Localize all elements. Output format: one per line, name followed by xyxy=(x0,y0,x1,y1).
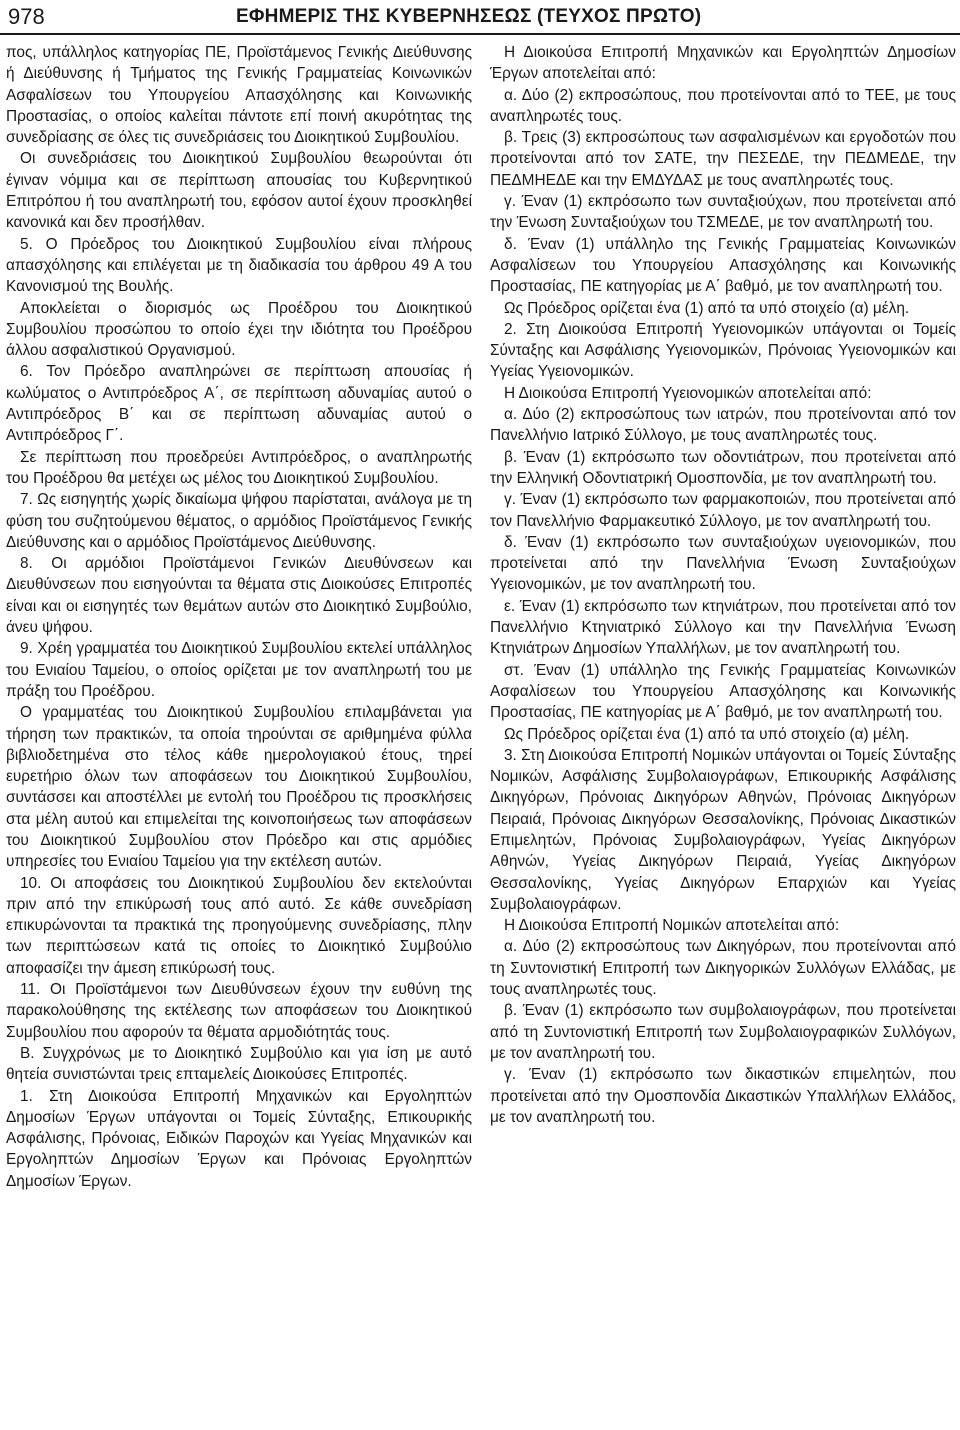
paragraph: β. Έναν (1) εκπρόσωπο των οδοντιάτρων, που προτείνεται από την Ελληνική Οδοντιατρική Ομοσπονδία, με τον αναπληρωτή του. xyxy=(490,448,956,487)
paragraph: 10. Οι αποφάσεις του Διοικητικού Συμβουλίου δεν εκτελούνται πριν από την επικύρωσή τους από αυτό. Σε κάθε συνεδρίαση επικυρώνονται τα πρακτικά της προηγούμενης συνεδρίασης, πλην των περιπτώσεων κατά τις οποίες το Διοικητικό Συμβούλιο αποφασίζει την άμεση επικύρωσή τους. xyxy=(6,874,472,977)
paragraph: 1. Στη Διοικούσα Επιτροπή Μηχανικών και Εργοληπτών Δημοσίων Έργων υπάγονται οι Τομείς Σύνταξης, Επικουρικής Ασφάλισης, Πρόνοιας, Ειδικών Παροχών και Υγείας Μηχανικών και Εργοληπτών Δημοσίων Έργων και Πρόνοιας Εργοληπτών Δημοσίων Έργων. xyxy=(6,1087,472,1190)
paragraph: Β. Συγχρόνως με το Διοικητικό Συμβούλιο και για ίση με αυτό θητεία συνιστώνται τρεις επταμελείς Διοικούσες Επιτροπές. xyxy=(6,1044,472,1084)
paragraph: 2. Στη Διοικούσα Επιτροπή Υγειονομικών υπάγονται οι Τομείς Σύνταξης και Ασφάλισης Υγειονομικών, Πρόνοιας Υγειονομικών και Υγείας Υγειονομικών. xyxy=(490,320,956,381)
paragraph: Σε περίπτωση που προεδρεύει Αντιπρόεδρος, ο αναπληρωτής του Προέδρου θα μετέχει ως μέλος του Διοικητικού Συμβουλίου. xyxy=(6,448,472,487)
paragraph: α. Δύο (2) εκπροσώπους των ιατρών, που προτείνονται από τον Πανελλήνιο Ιατρικό Σύλλογο, με τους αναπληρωτές τους. xyxy=(490,406,956,445)
paragraph: Ως Πρόεδρος ορίζεται ένα (1) από τα υπό στοιχείο (α) μέλη. xyxy=(504,725,910,743)
paragraph: γ. Έναν (1) εκπρόσωπο των φαρμακοποιών, που προτείνεται από τον Πανελλήνιο Φαρμακευτικό Σύλλογο, με τον αναπληρωτή του. xyxy=(490,491,956,530)
paragraph: Ο γραμματέας του Διοικητικού Συμβουλίου επιλαμβάνεται για τήρηση των πρακτικών, τα οποία τηρούνται σε αριθμημένα φύλλα βιβλιοδετημένα στο τέλος κάθε ημερολογιακού έτους, τηρεί ευρετήριο όλων των αποφάσεων του Διοικητικού Συμβουλίου, συντάσσει και αποστέλλει με εντολή του Προέδρου τις προσκλήσεις στα μέλη αυτού και επιμελείται της κοινοποιήσεως των αποφάσεων του Διοικητικού Συμβουλίου στον Πρόεδρο και στις αρμόδιες υπηρεσίες του Ενιαίου Ταμείου για την εκτέλεση αυτών. xyxy=(6,704,472,871)
paragraph: 6. Τον Πρόεδρο αναπληρώνει σε περίπτωση απουσίας ή κωλύματος ο Αντιπρόεδρος Α΄, σε περίπτωση αδυναμίας αυτού ο Αντιπρόεδρος Β΄ και σε περίπτωση αδυναμίας αυτού ο Αντιπρόεδρος Γ΄. xyxy=(6,363,472,445)
paragraph: Η Διοικούσα Επιτροπή Νομικών αποτελείται από: xyxy=(504,917,840,935)
paragraph: Ως Πρόεδρος ορίζεται ένα (1) από τα υπό στοιχείο (α) μέλη. xyxy=(504,299,910,317)
paragraph: γ. Έναν (1) εκπρόσωπο των δικαστικών επιμελητών, που προτείνεται από την Ομοσπονδία Δικαστικών Υπαλλήλων Ελλάδος, με τον αναπληρωτή του. xyxy=(490,1066,956,1126)
paragraph: β. Τρεις (3) εκπροσώπους των ασφαλισμένων και εργοδοτών που προτείνονται από τον ΣΑΤΕ, την ΠΕΣΕΔΕ, την ΠΕΔΜΕΔΕ, την ΠΕΔΜΗΕΔΕ και την ΕΜΔΥΔΑΣ με τους αναπληρωτές τους. xyxy=(490,129,956,189)
journal-title: ΕΦΗΜΕΡΙΣ ΤΗΣ ΚΥΒΕΡΝΗΣΕΩΣ (ΤΕΥΧΟΣ ΠΡΩΤΟ) xyxy=(236,6,702,27)
paragraph: πος, υπάλληλος κατηγορίας ΠΕ, Προϊστάμενος Γενικής Διεύθυνσης ή Διεύθυνσης ή Τμήματος της Γενικής Γραμματείας Κοινωνικών Ασφαλίσεων του Υπουργείου Απασχόλησης και Κοινωνικής Προστασίας, ο οποίος καλείται πάντοτε επί ποινή ακυρότητας της συνεδρίασης σε όλες τις συνεδριάσεις του Διοικητικού Συμβουλίου. xyxy=(6,44,472,147)
paragraph: 9. Χρέη γραμματέα του Διοικητικού Συμβουλίου εκτελεί υπάλληλος του Ενιαίου Ταμείου, ο οποίος ορίζεται με τον αναπληρωτή του με πράξη του Προέδρου. xyxy=(6,640,472,700)
paragraph: 7. Ως εισηγητής χωρίς δικαίωμα ψήφου παρίσταται, ανάλογα με τη φύση του συζητούμενου θέματος, ο αρμόδιος Προϊστάμενος Γενικής Διεύθυνσης και ο αρμόδιος Προϊστάμενος Διεύθυνσης. xyxy=(6,491,472,551)
paragraph: Οι συνεδριάσεις του Διοικητικού Συμβουλίου θεωρούνται ότι έγιναν νόμιμα και σε περίπτωση απουσίας του Κυβερνητικού Επιτρόπου ή του αναπληρωτή του, εφόσον αυτοί έχουν προσκληθεί κανονικά και δεν προσήλθαν. xyxy=(6,150,472,232)
paragraph: Η Διοικούσα Επιτροπή Μηχανικών και Εργοληπτών Δημοσίων Έργων αποτελείται από: xyxy=(490,44,956,83)
paragraph: 11. Οι Προϊστάμενοι των Διευθύνσεων έχουν την ευθύνη της παρακολούθησης της εκτέλεσης των αποφάσεων του Διοικητικού Συμβουλίου που αφορούν τα θέματα αρμοδιότητάς τους. xyxy=(6,981,472,1041)
paragraph: Η Διοικούσα Επιτροπή Υγειονομικών αποτελείται από: xyxy=(504,384,872,402)
paragraph: δ. Έναν (1) εκπρόσωπο των συνταξιούχων υγειονομικών, που προτείνεται από την Πανελλήνια Ένωση Συνταξιούχων Υγειονομικών, με τον αναπληρωτή του. xyxy=(490,533,956,594)
paragraph: στ. Έναν (1) υπάλληλο της Γενικής Γραμματείας Κοινωνικών Ασφαλίσεων του Υπουργείου Απασχόλησης και Κοινωνικής Προστασίας, ΠΕ κατηγορίας με Α΄ βαθμό, με τον αναπληρωτή του. xyxy=(490,661,956,722)
header-rule xyxy=(0,33,960,35)
paragraph: 5. Ο Πρόεδρος του Διοικητικού Συμβουλίου είναι πλήρους απασχόλησης και επιλέγεται με τη διαδικασία του άρθρου 49 Α του Κανονισμού της Βουλής. xyxy=(6,235,472,296)
paragraph: α. Δύο (2) εκπροσώπους των Δικηγόρων, που προτείνονται από τη Συντονιστική Επιτροπή των Δικηγορικών Συλλόγων Ελλάδας, με τους αναπληρωτές τους. xyxy=(490,938,956,999)
paragraph: β. Έναν (1) εκπρόσωπο των συμβολαιογράφων, που προτείνεται από τη Συντονιστική Επιτροπή των Συμβολαιογραφικών Συλλόγων, με τον αναπληρωτή του. xyxy=(490,1002,956,1062)
page-number: 978 xyxy=(8,4,45,29)
paragraph: α. Δύο (2) εκπροσώπους, που προτείνονται από το ΤΕΕ, με τους αναπληρωτές τους. xyxy=(490,86,956,125)
left-column xyxy=(6,42,472,1192)
paragraph: 8. Οι αρμόδιοι Προϊστάμενοι Γενικών Διευθύνσεων και Διευθύνσεων που εισηγούνται τα θέματα στις Διοικούσες Επιτροπές είναι και οι εισηγητές των θεμάτων αυτών στο Διοικητικό Συμβούλιο, άνευ ψήφου. xyxy=(6,555,472,637)
right-column xyxy=(490,42,956,1128)
paragraph: γ. Έναν (1) εκπρόσωπο των συνταξιούχων, που προτείνεται από την Ένωση Συνταξιούχων του ΤΣΜΕΔΕ, με τον αναπληρωτή του. xyxy=(490,193,956,232)
paragraph: Αποκλείεται ο διορισμός ως Προέδρου του Διοικητικού Συμβουλίου προσώπου το οποίο έχει την ιδιότητα του Προέδρου άλλου ασφαλιστικού Οργανισμού. xyxy=(6,299,472,360)
page-header xyxy=(0,0,960,36)
paragraph: ε. Έναν (1) εκπρόσωπο των κτηνιάτρων, που προτείνεται από τον Πανελλήνιο Κτηνιατρικό Σύλλογο και την Πανελλήνια Ένωση Κτηνιάτρων Δημοσίων Υπαλλήλων, με τον αναπληρωτή του. xyxy=(490,597,956,658)
paragraph: 3. Στη Διοικούσα Επιτροπή Νομικών υπάγονται οι Τομείς Σύνταξης Νομικών, Ασφάλισης Συμβολαιογράφων, Επικουρικής Ασφάλισης Δικηγόρων, Πρόνοιας Δικηγόρων Αθηνών, Πρόνοιας Δικηγόρων Πειραιά, Πρόνοιας Δικηγόρων Θεσσαλονίκης, Πρόνοιας Δικαστικών Επιμελητών, Πρόνοιας Συμβολαιογράφων, Υγείας Δικηγόρων Αθηνών, Υγείας Δικηγόρων Πειραιά, Υγείας Δικηγόρων Θεσσαλονίκης, Υγείας Δικηγόρων Επαρχιών και Υγείας Συμβολαιογράφων. xyxy=(490,746,956,913)
paragraph: δ. Έναν (1) υπάλληλο της Γενικής Γραμματείας Κοινωνικών Ασφαλίσεων του Υπουργείου Απασχόλησης και Κοινωνικής Προστασίας, ΠΕ κατηγορίας με Α΄ βαθμό, με τον αναπληρωτή του. xyxy=(490,235,956,296)
